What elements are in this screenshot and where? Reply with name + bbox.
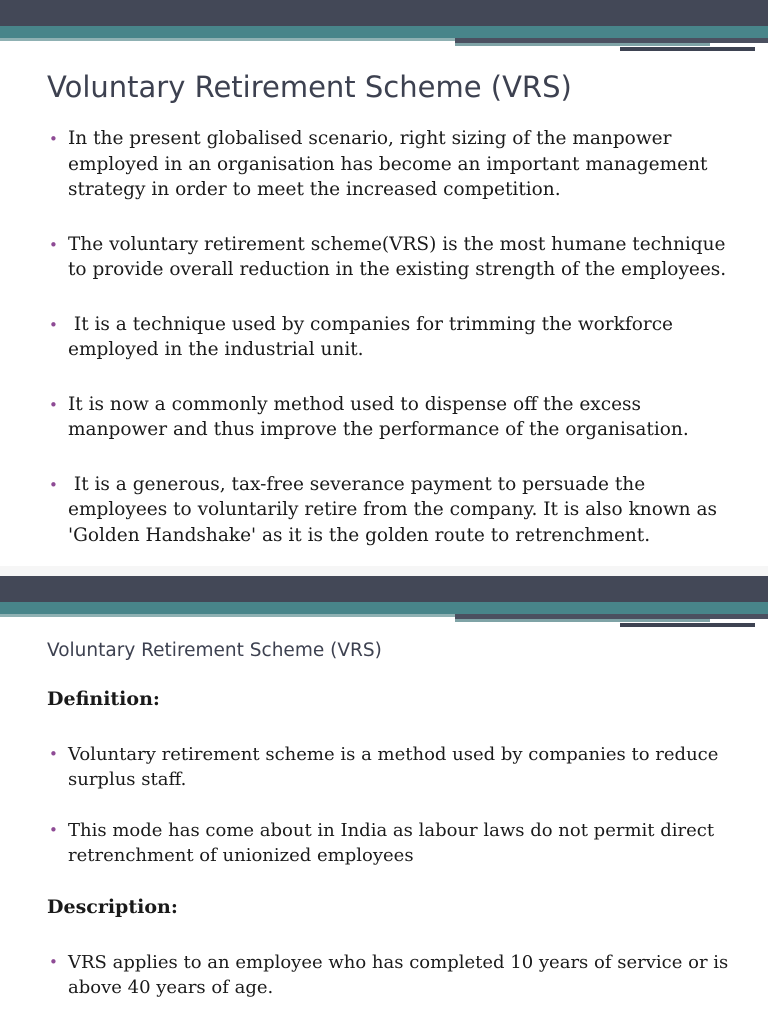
bullet-text: VRS applies to an employee who has completed 10 years of service or is above 40 years of age.	[68, 952, 729, 998]
bullet-text: The voluntary retirement scheme(VRS) is the most humane technique to provide overall reduction in the existing strength of the employees.	[68, 233, 727, 280]
definition-list	[47, 742, 737, 894]
bullet-text: It is a technique used by companies for trimming the workforce employed in the industrial unit.	[68, 313, 679, 360]
list-item	[47, 742, 737, 792]
bullet-text: Voluntary retirement scheme is a method used by companies to reduce surplus staff.	[68, 744, 719, 790]
bullet-icon: •	[49, 235, 58, 254]
bullet-icon: •	[49, 821, 58, 839]
bullet-icon: •	[49, 130, 58, 148]
list-item	[47, 392, 737, 443]
bullet-icon: •	[49, 745, 58, 763]
list-item	[47, 472, 737, 549]
bullet-text: It is a generous, tax-free severance payment to persuade the employees to voluntarily retire from the company. It is also known as 'Golden Handshake' as it is the golden route to retrenchment.	[68, 473, 723, 546]
slide-title: Voluntary Retirement Scheme (VRS)	[47, 70, 572, 104]
description-heading: Description:	[47, 896, 178, 918]
bullet-list	[47, 126, 737, 566]
header-band	[0, 0, 768, 52]
bullet-text: This mode has come about in India as labour laws do not permit direct retrenchment of unionized employees	[68, 820, 715, 866]
description-list	[47, 950, 737, 1024]
bullet-text: In the present globalised scenario, right sizing of the manpower employed in an organisation has become an important management strategy in order to meet the increased competition.	[68, 128, 708, 200]
list-item	[47, 232, 737, 283]
list-item	[47, 950, 737, 1000]
list-item	[47, 126, 737, 203]
list-item	[47, 818, 737, 868]
bullet-icon: •	[49, 395, 58, 414]
bullet-icon: •	[49, 475, 58, 494]
definition-heading: Definition:	[47, 688, 160, 710]
header-band	[0, 576, 768, 628]
slide-title: Voluntary Retirement Scheme (VRS)	[47, 640, 382, 661]
list-item	[47, 312, 737, 363]
slide-2	[0, 576, 768, 1024]
bullet-text: It is now a commonly method used to dispense off the excess manpower and thus improve the performance of the organisation.	[68, 393, 689, 440]
bullet-icon: •	[49, 953, 58, 971]
bullet-icon: •	[49, 315, 58, 334]
